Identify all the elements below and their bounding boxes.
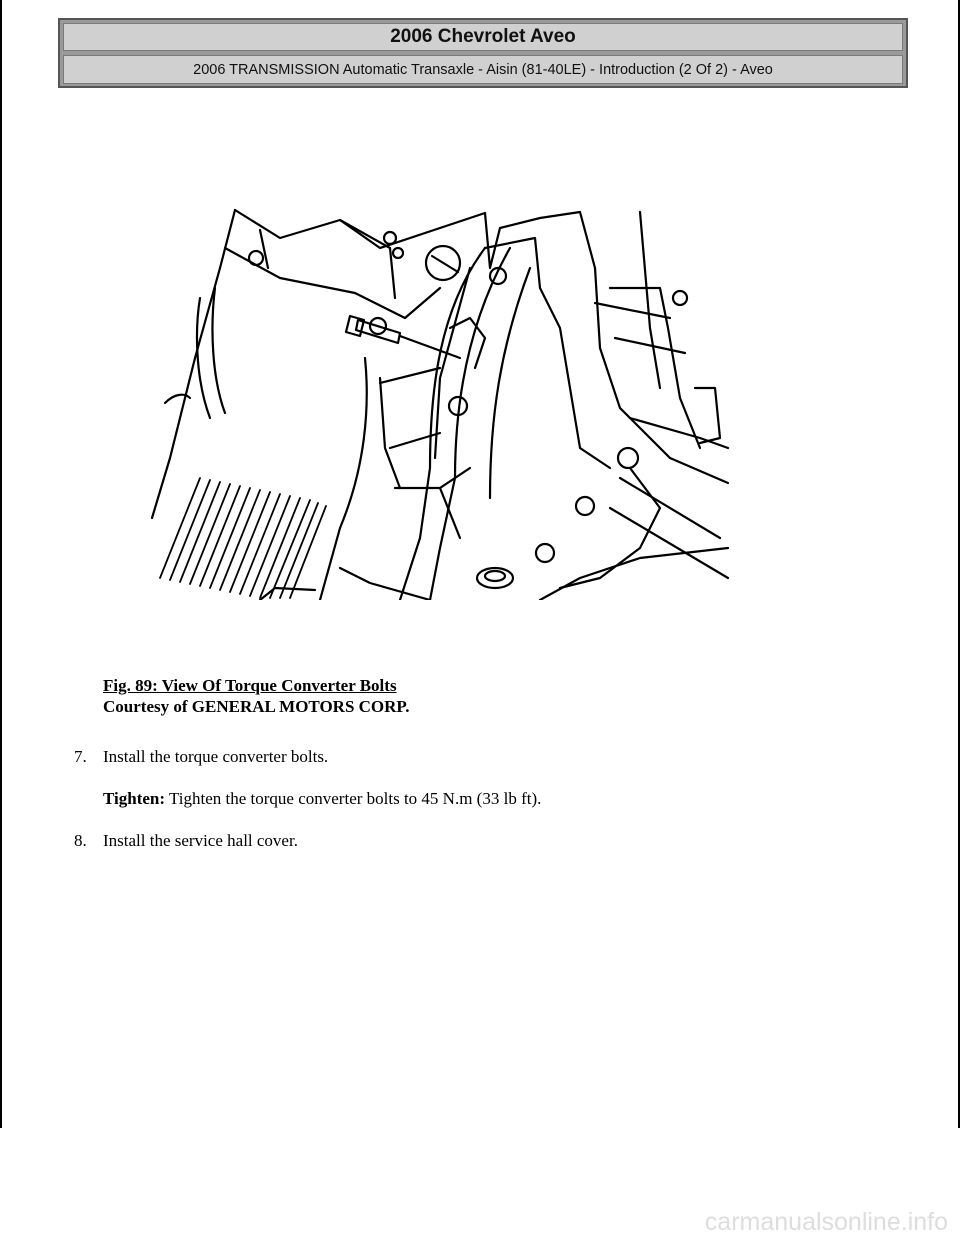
step-number: 8. (74, 831, 87, 850)
tighten-spec (103, 788, 541, 809)
step-text: Install the service hall cover. (103, 831, 298, 850)
watermark: carmanualsonline.info (704, 1208, 948, 1236)
torque-converter-illustration (140, 208, 730, 600)
step-text: Install the torque converter bolts. (103, 747, 329, 766)
step-item (74, 746, 328, 767)
figure-caption (103, 675, 410, 717)
figure-title: Fig. 89: View Of Torque Converter Bolts (103, 676, 397, 695)
step-item (74, 830, 298, 851)
page-border-left (0, 0, 2, 1128)
document-subtitle: 2006 TRANSMISSION Automatic Transaxle - Aisin (81-40LE) - Introduction (2 Of 2) - Aveo (63, 55, 903, 84)
step-number: 7. (74, 747, 87, 766)
tighten-text: Tighten the torque converter bolts to 45 N.m (33 lb ft). (165, 789, 542, 808)
document-header (58, 18, 908, 88)
document-title: 2006 Chevrolet Aveo (63, 23, 903, 51)
tighten-label: Tighten: (103, 789, 166, 808)
figure-credit: Courtesy of GENERAL MOTORS CORP. (103, 697, 410, 716)
